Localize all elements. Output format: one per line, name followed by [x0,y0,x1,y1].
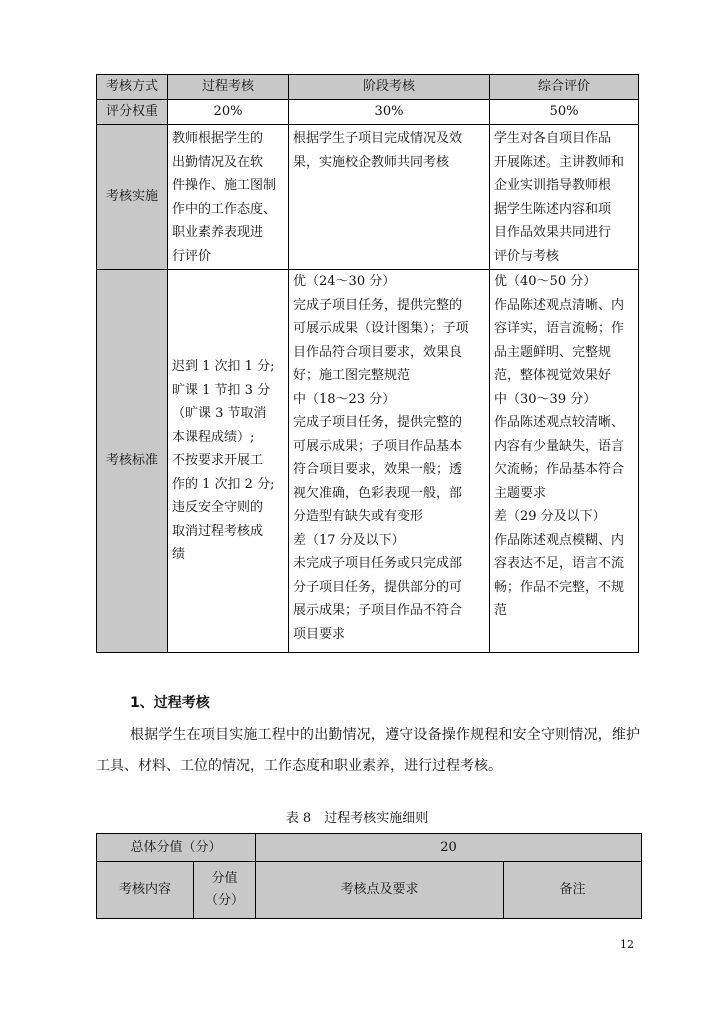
weight-stage: 30% [289,100,490,125]
implementation-process: 教师根据学生的 出勤情况及在软 件操作、施工图制 作中的工作态度、 职业素养表现进 行评价 [168,125,289,270]
col-notes: 备注 [504,862,642,919]
standard-row [97,270,639,653]
weight-process: 20% [168,100,289,125]
weight-label: 评分权重 [97,100,168,125]
standard-label: 考核标准 [97,270,168,653]
header-comprehensive: 综合评价 [490,75,639,100]
implementation-label: 考核实施 [97,125,168,270]
section-heading: 1、过程考核 [130,695,210,711]
col-score: 分值 （分） [194,862,256,919]
section-paragraph: 根据学生在项目实施工程中的出勤情况，遵守设备操作规程和安全守则情况，维护工具、材料、工位的情况，工作态度和职业素养，进行过程考核。 [96,727,640,774]
column-header-row [97,862,642,919]
col-content: 考核内容 [97,862,194,919]
total-row [97,834,642,862]
header-process: 过程考核 [168,75,289,100]
implementation-stage: 根据学生子项目完成情况及效 果，实施校企教师共同考核 [289,125,490,270]
standard-comprehensive: 优（40～50 分） 作品陈述观点清晰、内 容详实，语言流畅；作 品主题鲜明、完整规 范，整体视觉效果好 中（30～39 分） 作品陈述观点较清晰、 内容有少量缺失，语言 欠流畅；作品基本符合 主题要求 差（29 分及以下） 作品陈述观点模糊、内 容表达不足，语言不流 畅；作品不完整，不规 范 [490,270,639,653]
page-number: 12 [620,938,634,951]
weight-row [97,100,639,125]
header-row [97,75,639,100]
table-caption: 表 8 过程考核实施细则 [285,811,429,826]
total-value: 20 [256,834,642,862]
header-method: 考核方式 [97,75,168,100]
assessment-table [96,74,639,653]
implementation-comprehensive: 学生对各自项目作品 开展陈述。主讲教师和 企业实训指导教师根 据学生陈述内容和项 目作品效果共同进行 评价与考核 [490,125,639,270]
total-label: 总体分值（分） [97,834,256,862]
header-stage: 阶段考核 [289,75,490,100]
process-assessment-table [96,833,642,919]
implementation-row [97,125,639,270]
standard-stage: 优（24～30 分） 完成子项目任务，提供完整的 可展示成果（设计图集）；子项 目作品符合项目要求，效果良 好；施工图完整规范 中（18～23 分） 完成子项目任务，提供完整的 可展示成果；子项目作品基本 符合项目要求，效果一般；透 视欠准确，色彩表现一般，部 分造型有缺失或有变形 差（17 分及以下） 未完成子项目任务或只完成部 分子项目任务，提供部分的可 展示成果；子项目作品不符合 项目要求 [289,270,490,653]
standard-process: 迟到 1 次扣 1 分; 旷课 1 节扣 3 分 （旷课 3 节取消 本课程成绩）; 不按要求开展工 作的 1 次扣 2 分; 违反安全守则的 取消过程考核成 绩 [168,270,289,653]
col-points: 考核点及要求 [256,862,504,919]
weight-comprehensive: 50% [490,100,639,125]
